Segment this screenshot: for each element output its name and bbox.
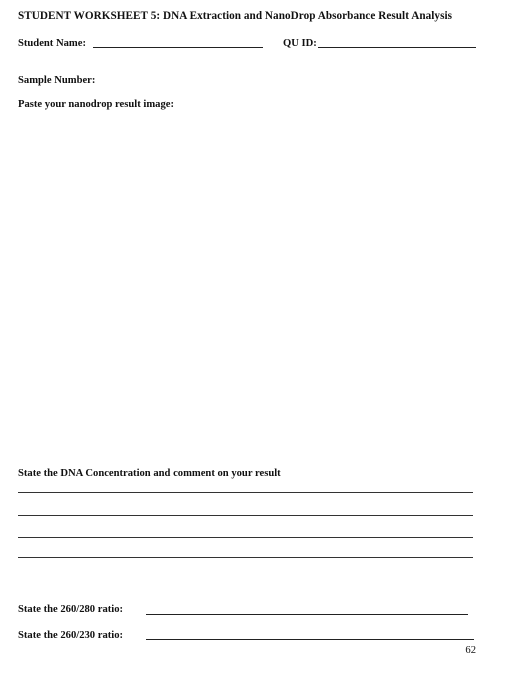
answer-line-4[interactable] [18,557,473,558]
sample-number-label: Sample Number: [18,75,96,86]
qu-id-label: QU ID: [283,38,317,49]
image-paste-area[interactable] [18,118,473,458]
ratio-260-280-label: State the 260/280 ratio: [18,604,124,615]
concentration-prompt: State the DNA Concentration and comment on your result [18,468,281,479]
worksheet-title: STUDENT WORKSHEET 5: DNA Extraction and NanoDrop Absorbance Result Analysis [18,10,453,22]
ratio-260-230-field[interactable] [146,639,474,640]
answer-line-1[interactable] [18,492,473,493]
qu-id-field[interactable] [318,47,476,48]
student-name-label: Student Name: [18,38,86,49]
student-name-field[interactable] [93,47,263,48]
answer-line-3[interactable] [18,537,473,538]
paste-image-label: Paste your nanodrop result image: [18,99,174,110]
answer-line-2[interactable] [18,515,473,516]
page-number: 62 [465,645,476,656]
ratio-260-230-label: State the 260/230 ratio: [18,630,124,641]
ratio-260-280-field[interactable] [146,614,468,615]
